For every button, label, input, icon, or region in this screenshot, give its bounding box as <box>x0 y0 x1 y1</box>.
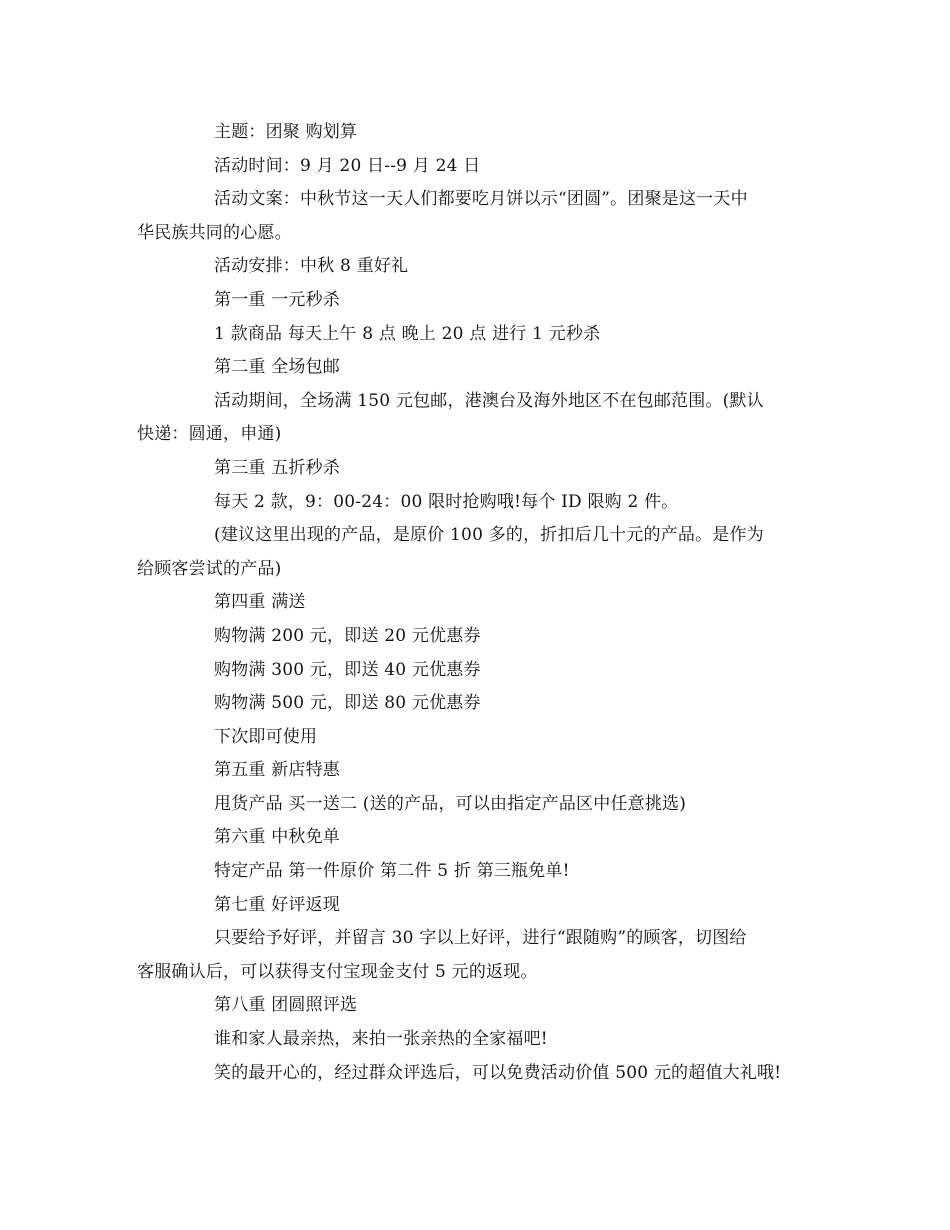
text-line: 主题：团聚 购划算 <box>214 122 358 142</box>
text-line: 第二重 全场包邮 <box>214 357 341 378</box>
text-line: 客服确认后，可以获得支付宝现金支付 5 元的返现。 <box>137 961 538 982</box>
text-line: 特定产品 第一件原价 第二件 5 折 第三瓶免单! <box>214 861 570 882</box>
text-line: 快递：圆通，申通) <box>137 424 282 445</box>
text-line: 每天 2 款，9：00-24：00 限时抢购哦!每个 ID 限购 2 件。 <box>214 491 679 512</box>
text-line: 谁和家人最亲热，来拍一张亲热的全家福吧! <box>214 1029 548 1050</box>
text-line: 第七重 好评返现 <box>214 894 341 915</box>
text-line: 购物满 300 元，即送 40 元优惠券 <box>214 659 481 680</box>
text-line: (建议这里出现的产品，是原价 100 多的，折扣后几十元的产品。是作为 <box>214 525 764 546</box>
text-line: 活动文案：中秋节这一天人们都要吃月饼以示“团圆”。团聚是这一天中 <box>214 189 748 210</box>
text-line: 活动时间：9 月 20 日--9 月 24 日 <box>214 155 481 176</box>
text-line: 第五重 新店特惠 <box>214 760 341 781</box>
text-line: 1 款商品 每天上午 8 点 晚上 20 点 进行 1 元秒杀 <box>214 323 601 344</box>
text-line: 第四重 满送 <box>214 592 306 613</box>
text-line: 第六重 中秋免单 <box>214 827 341 848</box>
text-line: 华民族共同的心愿。 <box>137 222 292 243</box>
text-line: 活动期间，全场满 150 元包邮，港澳台及海外地区不在包邮范围。(默认 <box>214 390 764 411</box>
text-line: 第一重 一元秒杀 <box>214 289 341 310</box>
text-line: 下次即可使用 <box>214 726 318 747</box>
text-line: 购物满 500 元，即送 80 元优惠券 <box>214 693 481 714</box>
text-line: 只要给予好评，并留言 30 字以上好评，进行“跟随购”的顾客，切图给 <box>214 928 747 949</box>
text-line: 活动安排：中秋 8 重好礼 <box>214 256 409 277</box>
text-line: 第三重 五折秒杀 <box>214 457 341 478</box>
text-line: 购物满 200 元，即送 20 元优惠券 <box>214 625 481 646</box>
text-line: 笑的最开心的，经过群众评选后，可以免费活动价值 500 元的超值大礼哦! <box>214 1062 782 1083</box>
text-line: 甩货产品 买一送二 (送的产品，可以由指定产品区中任意挑选) <box>214 793 687 814</box>
document-body <box>0 116 950 1090</box>
text-line: 给顾客尝试的产品) <box>137 558 282 579</box>
text-line: 第八重 团圆照评选 <box>214 995 358 1016</box>
